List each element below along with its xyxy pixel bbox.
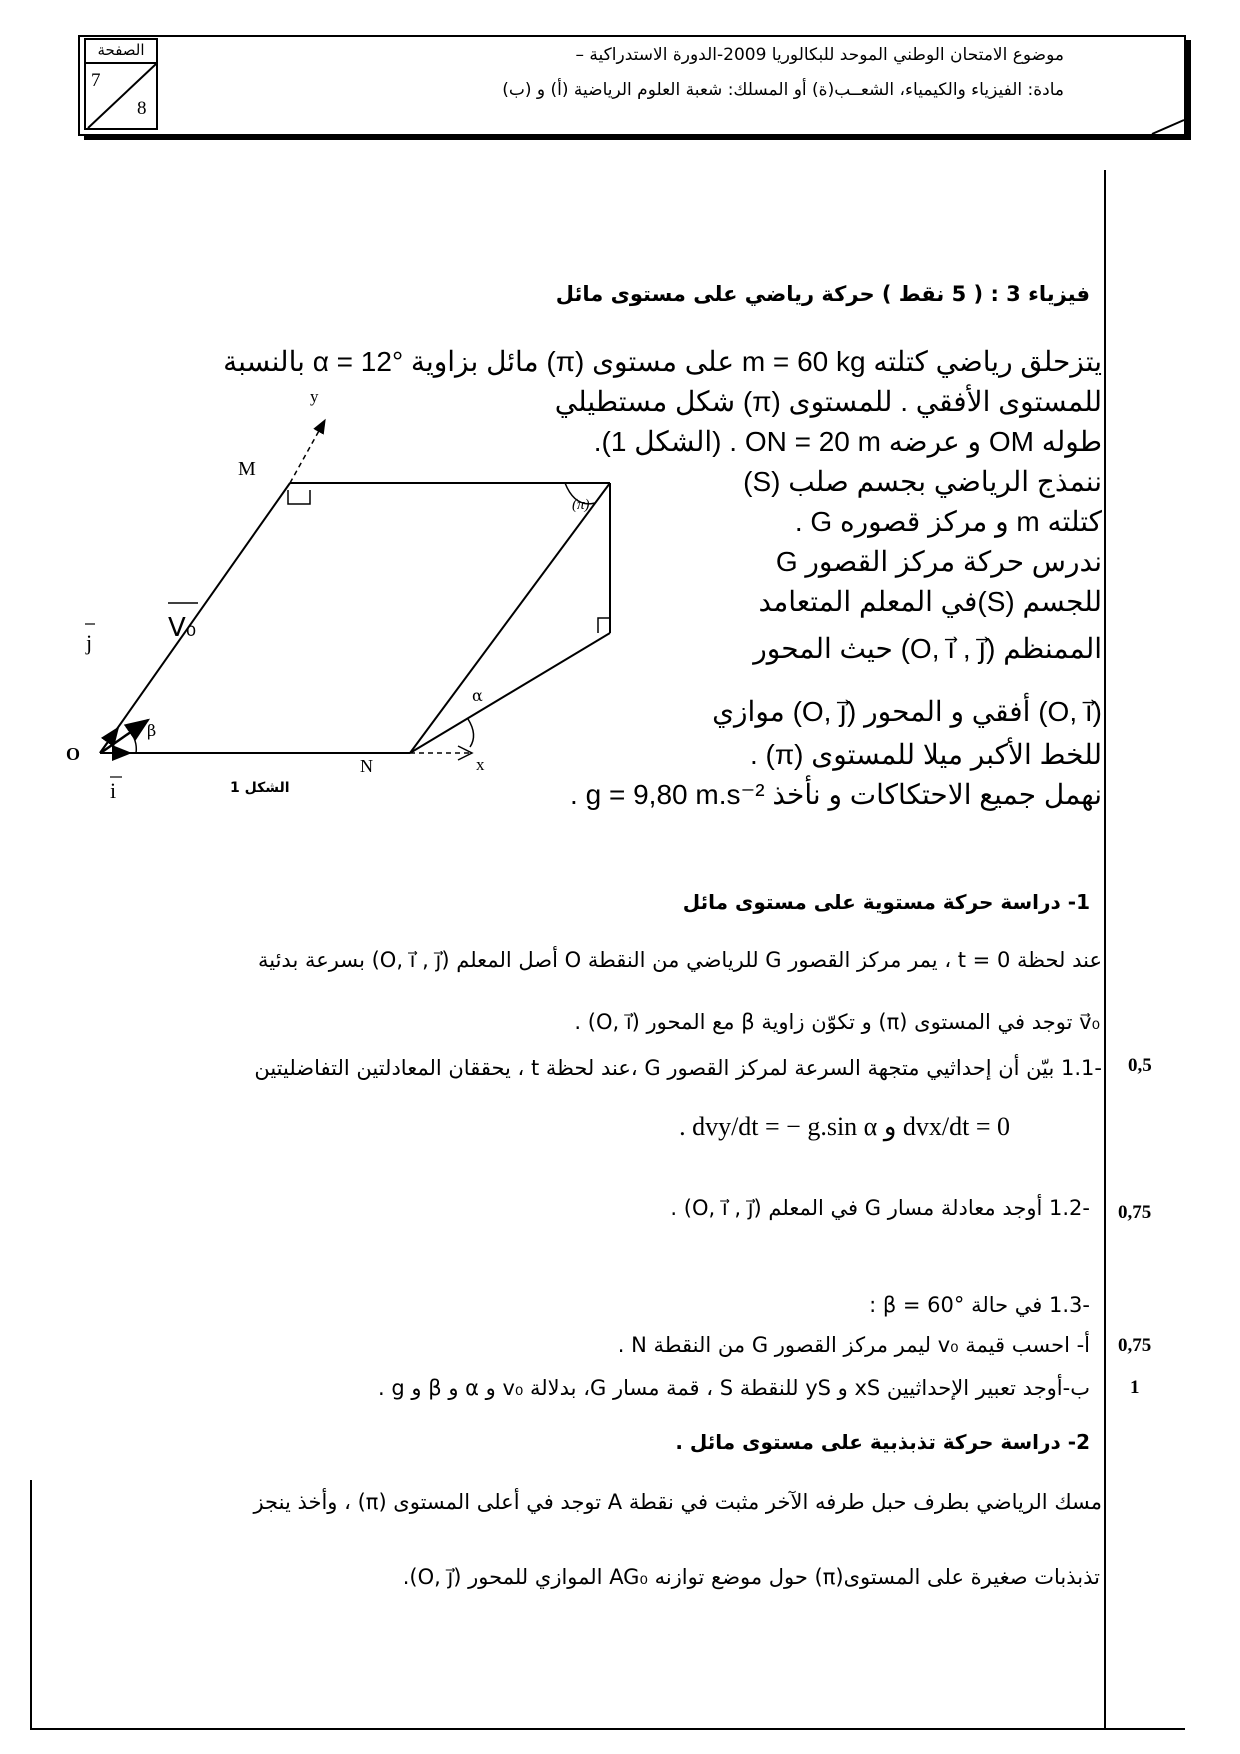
page-total: 8 bbox=[137, 98, 147, 119]
margin-line bbox=[1104, 170, 1106, 1730]
header-title: موضوع الامتحان الوطني الموحد للبكالوريا 2009-الدورة الاستدراكية – bbox=[575, 45, 1064, 65]
part2-text: تذبذبات صغيرة على المستوى(π) حول موضع توازنه AG₀ الموازي للمحور (O, j⃗). bbox=[402, 1565, 1100, 1589]
question-1-2: -1.2 أوجد معادلة مسار G في المعلم (O, i⃗ , j⃗) . bbox=[670, 1196, 1090, 1220]
part1-intro: v⃗₀ توجد في المستوى (π) و تكوّن زاوية β مع المحور (O, i⃗) . bbox=[574, 1010, 1100, 1034]
label-j: j bbox=[86, 630, 93, 655]
y-axis-dashed bbox=[290, 420, 325, 483]
intro-line: الممنظم (O, i⃗ , j⃗) حيث المحور bbox=[753, 633, 1102, 664]
header-shadow bbox=[1186, 40, 1191, 139]
part1-intro: عند لحظة t = 0 ، يمر مركز القصور G للرياضي من النقطة O أصل المعلم (O, i⃗ , j⃗) بسرعة بدئية bbox=[257, 948, 1102, 972]
header-shadow bbox=[84, 136, 1191, 140]
intro-line: طوله OM و عرضه ON = 20 m . (الشكل 1). bbox=[593, 426, 1102, 457]
score-q1-3b: 1 bbox=[1130, 1377, 1140, 1398]
page-border-left bbox=[30, 1480, 32, 1730]
page-label: الصفحة bbox=[97, 41, 145, 59]
label-m: M bbox=[238, 458, 256, 480]
right-angle-mark bbox=[288, 490, 310, 504]
section-title: فيزياء 3 : ( 5 نقط ) حركة رياضي على مستوى مائل bbox=[555, 282, 1090, 306]
label-v0: V₀ bbox=[168, 613, 197, 643]
intro-line: ننمذج الرياضي بجسم صلب (S) bbox=[743, 466, 1102, 497]
v0-vector bbox=[102, 720, 148, 752]
question-1-1-equation: dvx/dt = 0 و dvy/dt = − g.sin α . bbox=[679, 1112, 1010, 1141]
page-border-bottom bbox=[30, 1728, 1185, 1730]
label-o: O bbox=[66, 744, 81, 764]
label-pi: (π) bbox=[572, 497, 590, 513]
intro-line: للخط الأكبر ميلا للمستوى (π) . bbox=[749, 739, 1102, 770]
intro-line: للمستوى الأفقي . للمستوى (π) شكل مستطيلي bbox=[554, 386, 1102, 417]
figure-caption: الشكل 1 bbox=[230, 780, 290, 796]
intro-line: للجسم (S)في المعلم المتعامد bbox=[758, 586, 1102, 617]
label-beta: β bbox=[147, 721, 157, 740]
label-i: i bbox=[110, 778, 117, 803]
figure-inclined-plane bbox=[66, 380, 640, 803]
label-alpha: α bbox=[472, 686, 483, 705]
part2-text: مسك الرياضي بطرف حبل طرفه الآخر مثبت في نقطة A توجد في أعلى المستوى (π) ، وأخذ ينجز bbox=[253, 1490, 1102, 1514]
plane-slope-line bbox=[410, 483, 610, 753]
question-1-3b: ب-أوجد تعبير الإحداثيين xS و yS للنقطة S ، قمة مسار G، بدلالة v₀ و α و β و g . bbox=[378, 1376, 1090, 1400]
question-1-3: -1.3 في حالة β = 60° : bbox=[869, 1293, 1090, 1317]
score-q1-1: 0,5 bbox=[1128, 1055, 1152, 1076]
intro-line: يتزحلق رياضي كتلته m = 60 kg على مستوى (π) مائل بزاوية α = 12° بالنسبة bbox=[223, 346, 1102, 377]
part1-title: 1- دراسة حركة مستوية على مستوى مائل bbox=[682, 890, 1090, 914]
label-y: y bbox=[310, 387, 319, 406]
score-q1-2: 0,75 bbox=[1118, 1202, 1152, 1223]
intro-line: ندرس حركة مركز القصور G bbox=[775, 546, 1102, 577]
header-corner-mark bbox=[1150, 118, 1186, 136]
j-vector bbox=[100, 728, 118, 753]
right-angle-mark bbox=[598, 618, 610, 633]
label-x: x bbox=[476, 755, 485, 774]
page-number: 7 bbox=[91, 70, 101, 91]
alpha-arc bbox=[468, 719, 474, 747]
question-1-3a: أ- احسب قيمة v₀ ليمر مركز القصور G من النقطة N . bbox=[617, 1333, 1090, 1357]
part2-title: 2- دراسة حركة تذبذبية على مستوى مائل . bbox=[675, 1430, 1090, 1454]
intro-line: (O, i⃗) أفقي و المحور (O, j⃗) موازي bbox=[712, 696, 1102, 727]
header-subtitle: مادة: الفيزياء والكيمياء، الشعــب(ة) أو المسلك: شعبة العلوم الرياضية (أ) و (ب) bbox=[502, 80, 1064, 100]
score-q1-3a: 0,75 bbox=[1118, 1335, 1152, 1356]
label-n: N bbox=[360, 756, 373, 776]
intro-line: نهمل جميع الاحتكاكات و نأخذ g = 9,80 m.s⁻² . bbox=[570, 779, 1102, 810]
question-1-1: -1.1 بيّن أن إحداثيي متجهة السرعة لمركز القصور G ،عند لحظة t ، يحققان المعادلتين التفاضليتين bbox=[254, 1056, 1102, 1080]
plane-edge-bottom-right bbox=[410, 633, 610, 753]
intro-line: كتلته m و مركز قصوره G . bbox=[794, 506, 1102, 537]
